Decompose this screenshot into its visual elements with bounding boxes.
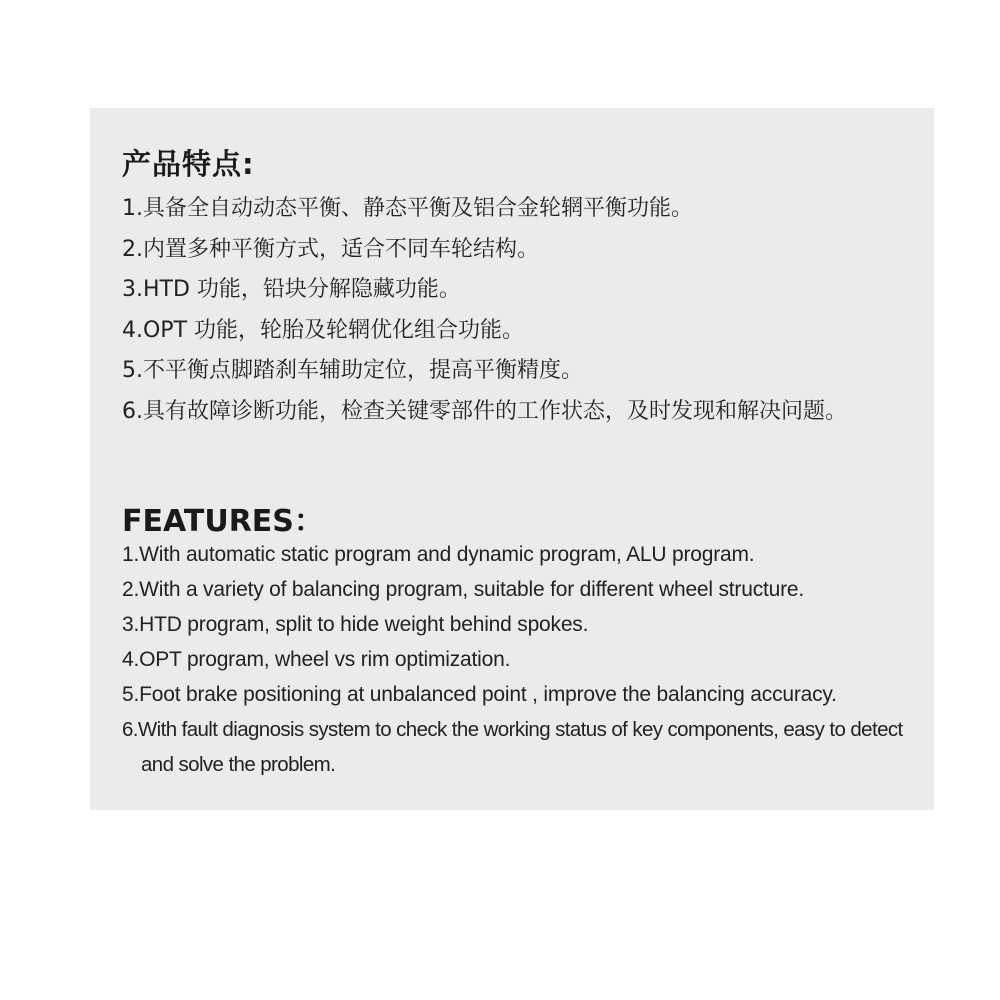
en-feature-item: 2.With a variety of balancing program, suitable for different wheel structure. (122, 578, 805, 601)
cn-feature-item: 6.具有故障诊断功能，检查关键零部件的工作状态，及时发现和解决问题。 (122, 398, 847, 424)
cn-feature-item: 2.内置多种平衡方式，适合不同车轮结构。 (122, 236, 539, 262)
cn-feature-item: 4.OPT 功能，轮胎及轮辋优化组合功能。 (122, 317, 525, 343)
cn-features-heading: 产品特点: (122, 147, 255, 181)
en-feature-item: 1.With automatic static program and dynamic program, ALU program. (122, 543, 755, 566)
en-feature-item: 4.OPT program, wheel vs rim optimization. (122, 648, 511, 671)
cn-feature-item: 1.具备全自动动态平衡、静态平衡及铝合金轮辋平衡功能。 (122, 196, 693, 221)
en-features-heading: FEATURES： (122, 504, 324, 539)
cn-features-list (122, 192, 847, 435)
en-feature-item: 6.With fault diagnosis system to check the working status of key components, easy to detect and solve the problem. (122, 718, 903, 776)
en-features-list (122, 537, 912, 782)
cn-feature-item: 5.不平衡点脚踏刹车辅助定位，提高平衡精度。 (122, 358, 583, 383)
en-feature-item: 3.HTD program, split to hide weight behind spokes. (122, 613, 589, 636)
en-feature-item: 5.Foot brake positioning at unbalanced point , improve the balancing accuracy. (122, 683, 837, 706)
cn-feature-item: 3.HTD 功能，铅块分解隐藏功能。 (122, 277, 461, 302)
